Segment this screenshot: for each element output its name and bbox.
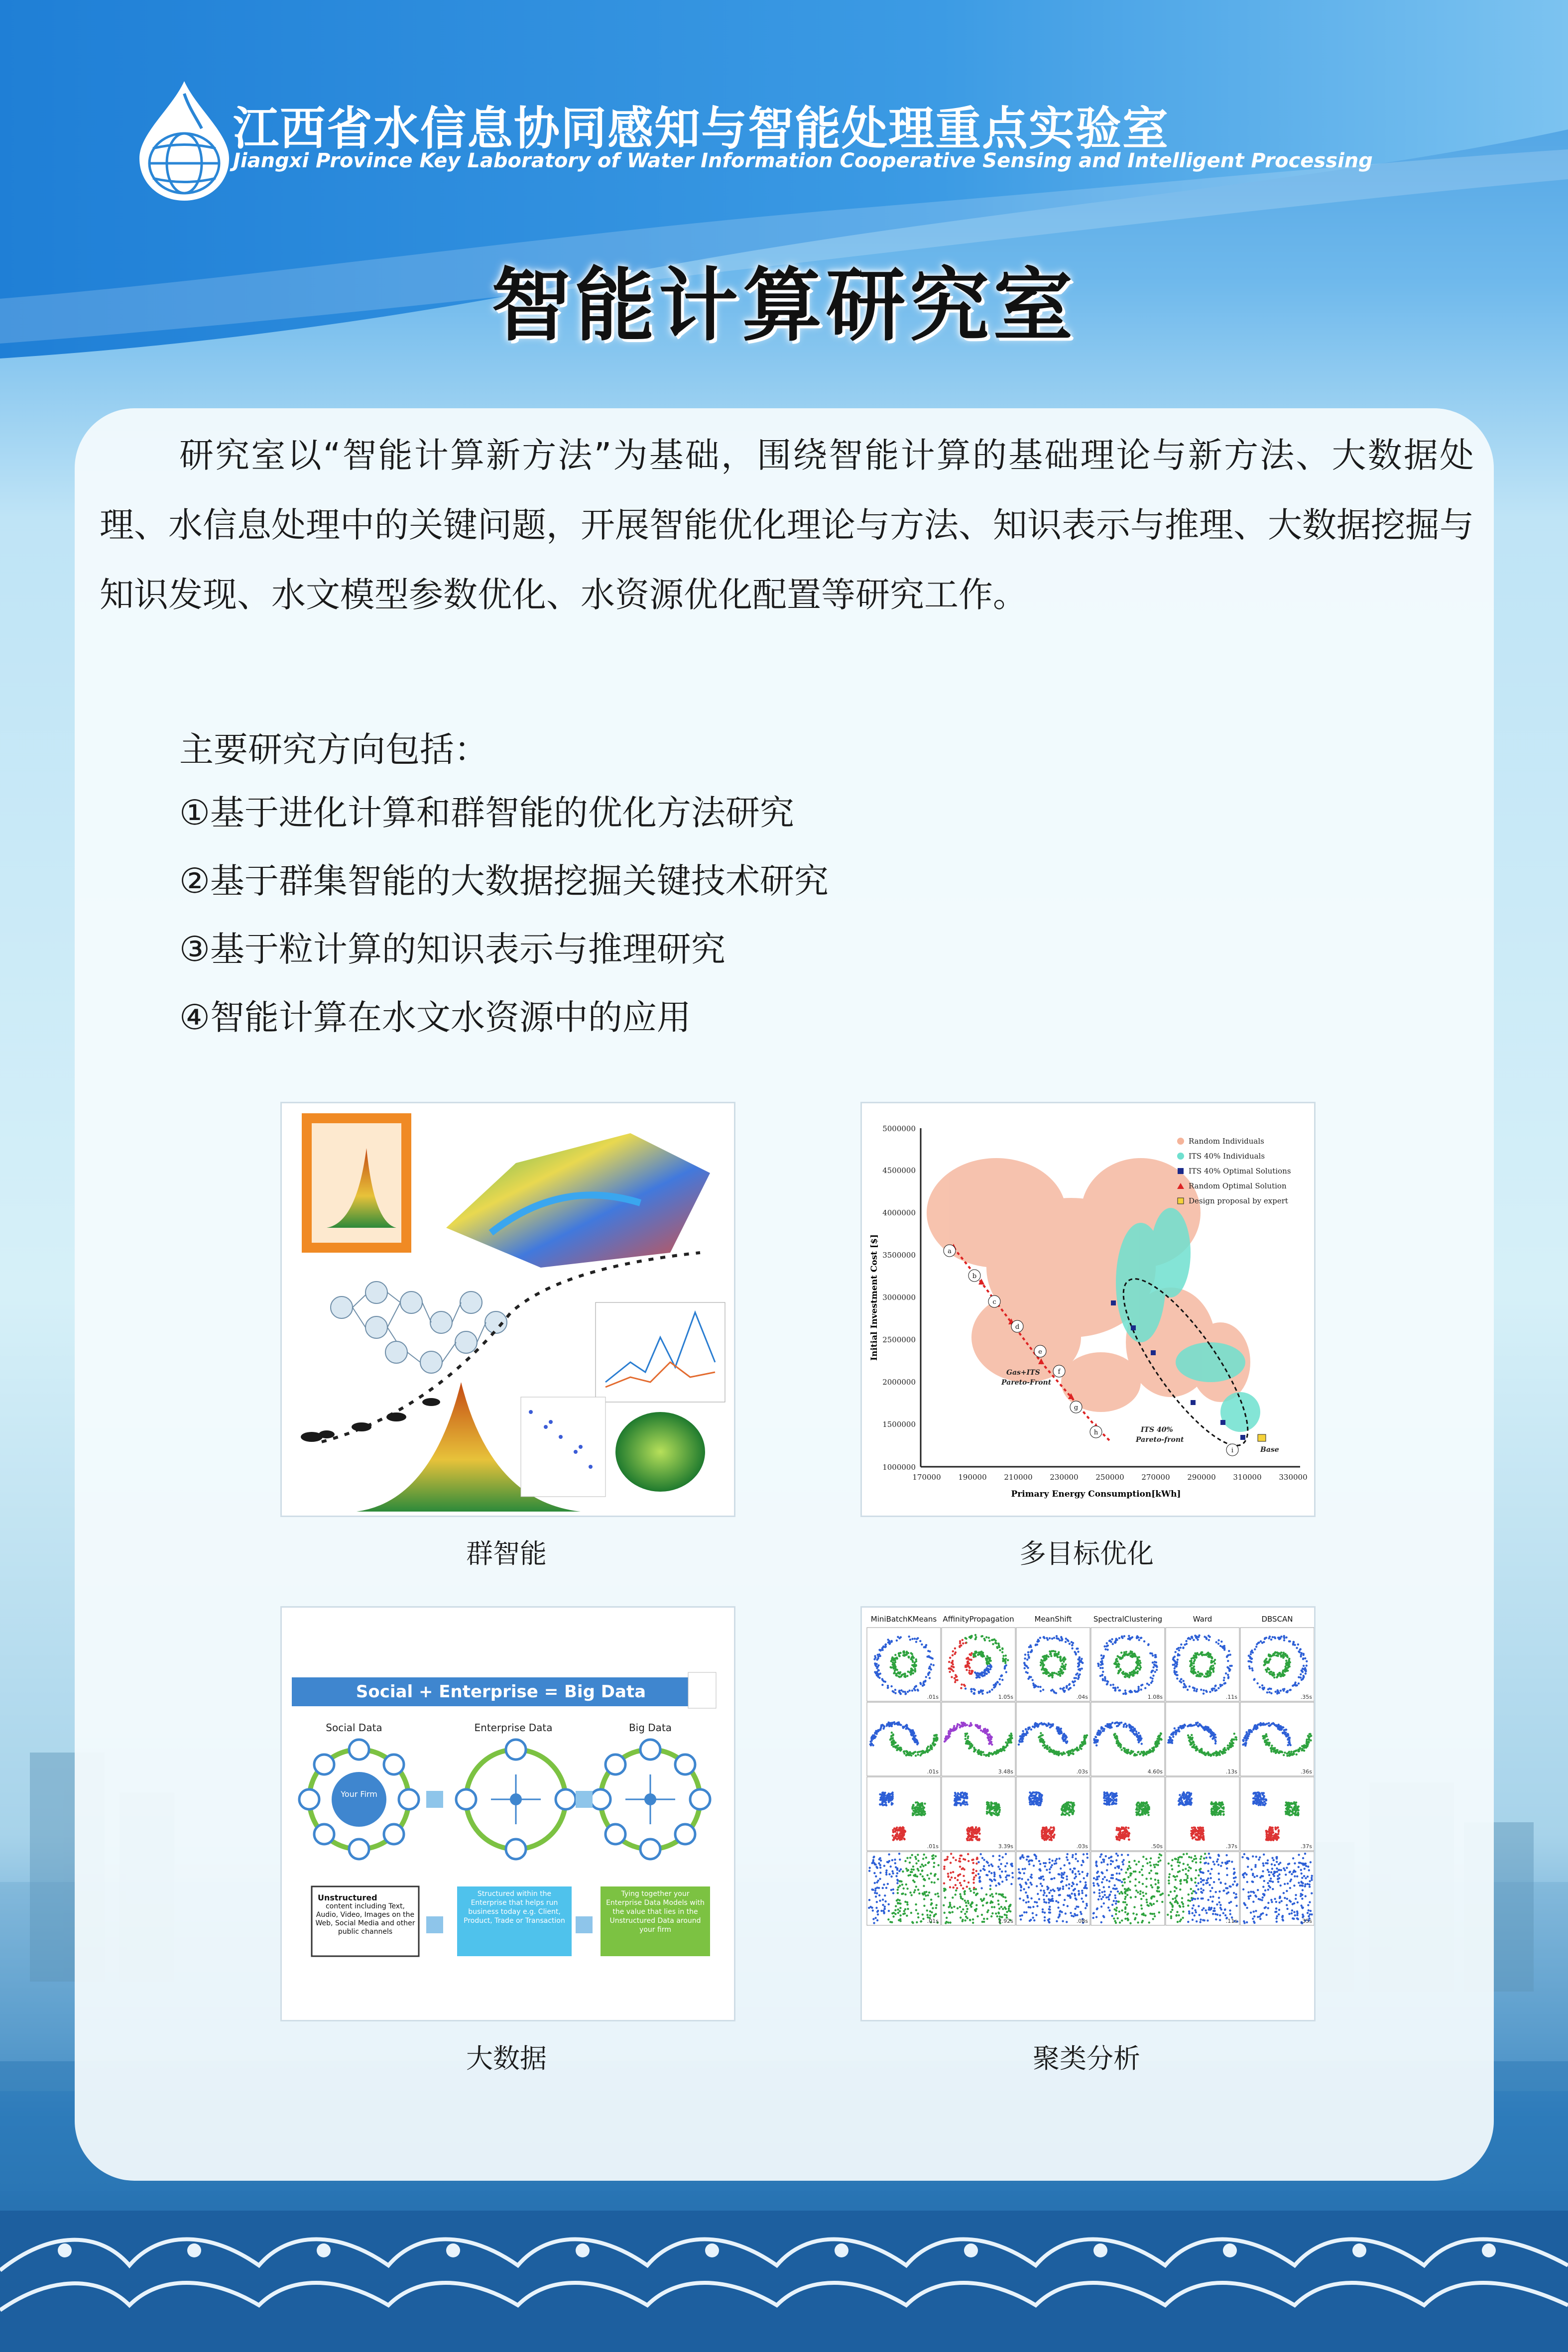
point-label: g: [1074, 1404, 1079, 1411]
point-label: e: [1038, 1348, 1042, 1356]
x-axis-label: Primary Energy Consumption[kWh]: [1011, 1489, 1181, 1499]
timing-label: 3.48s: [998, 1768, 1013, 1775]
y-tick: 3500000: [882, 1251, 916, 1260]
big-data-diagram: [282, 1608, 734, 2020]
cluster-panel: [1016, 1702, 1090, 1776]
legend-entry: Random Optimal Solution: [1189, 1181, 1287, 1190]
cluster-panel: [1240, 1702, 1314, 1776]
col-title-social: Social Data: [326, 1722, 382, 1734]
moo-scatter-chart: [862, 1103, 1314, 1516]
annotation: Base: [1260, 1446, 1279, 1454]
timing-label: .03s: [1076, 1768, 1088, 1775]
directions-heading: 主要研究方向包括：: [179, 730, 488, 770]
direction-item: ④智能计算在水文水资源中的应用: [179, 998, 691, 1038]
col-title-bigdata: Big Data: [628, 1722, 672, 1734]
timing-label: .37s: [1300, 1843, 1312, 1850]
timing-label: .11s: [1225, 1918, 1237, 1924]
timing-label: .35s: [1300, 1694, 1312, 1700]
col-title-enterprise: Enterprise Data: [474, 1722, 553, 1734]
x-tick: 250000: [1095, 1473, 1124, 1482]
x-tick: 270000: [1141, 1473, 1170, 1482]
algorithm-label: MeanShift: [1034, 1615, 1072, 1624]
box2-text: Structured within the Enterprise that helps run business today e.g. Client, Product, Trade or Transaction: [464, 1890, 565, 1925]
timing-label: .13s: [1225, 1768, 1237, 1775]
y-tick: 4000000: [882, 1208, 916, 1217]
clustering-comparison-grid: [862, 1608, 1314, 2020]
timing-label: .01s: [927, 1694, 939, 1700]
swarm-intelligence-figure: [280, 1102, 735, 1517]
point-label: f: [1058, 1368, 1061, 1376]
timing-label: 3.39s: [998, 1843, 1013, 1850]
caption-bigdata: 大数据: [466, 2043, 547, 2074]
x-tick: 230000: [1050, 1473, 1079, 1482]
y-tick: 2000000: [882, 1378, 916, 1387]
x-tick: 170000: [912, 1473, 941, 1482]
timing-label: .36s: [1300, 1768, 1312, 1775]
timing-label: 4.60s: [1147, 1768, 1163, 1775]
org-name-english: Jiangxi Province Key Laboratory of Water Information Cooperative Sensing and Intelligent Processing: [233, 149, 1373, 172]
point-label: d: [1015, 1323, 1020, 1331]
cluster-panel: [1166, 1702, 1239, 1776]
box1-text: content including Text, Audio, Video, Images on the Web, Social Media and other public channels: [315, 1902, 415, 1936]
timing-label: .01s: [927, 1918, 939, 1924]
direction-item: ③基于粒计算的知识表示与推理研究: [179, 930, 725, 969]
point-label: i: [1231, 1447, 1234, 1454]
cluster-panel: [867, 1628, 941, 1701]
cluster-panel: [942, 1702, 1015, 1776]
legend-entry: ITS 40% Optimal Solutions: [1189, 1167, 1291, 1176]
research-directions-list: [179, 779, 829, 1052]
legend-entry: ITS 40% Individuals: [1189, 1152, 1265, 1161]
point-label: a: [948, 1248, 952, 1255]
y-tick: 5000000: [882, 1124, 916, 1133]
timing-label: .04s: [1076, 1694, 1088, 1700]
cluster-panel: [1091, 1702, 1165, 1776]
legend-entry: Design proposal by expert: [1189, 1196, 1288, 1205]
box3-text: Tying together your Enterprise Data Models with the value that lies in the Unstructured Data around your firm: [606, 1890, 705, 1934]
caption-cluster: 聚类分析: [1033, 2043, 1140, 2074]
algorithm-label: DBSCAN: [1261, 1615, 1293, 1624]
intro-paragraph: 研究室以“智能计算新方法”为基础，围绕智能计算的基础理论与新方法、大数据处理、水信息处理中的关键问题，开展智能优化理论与方法、知识表示与推理、大数据挖掘与知识发现、水文模型参数优化、水资源优化配置等研究工作。: [100, 436, 1474, 615]
big-data-banner: Social + Enterprise = Big Data: [356, 1682, 646, 1702]
cluster-panel: [1016, 1852, 1090, 1925]
timing-label: 1.05s: [998, 1694, 1013, 1700]
timing-label: .35s: [1300, 1918, 1312, 1924]
algorithm-label: AffinityPropagation: [943, 1615, 1014, 1624]
timing-label: .37s: [1225, 1843, 1237, 1850]
annotation: Pareto-front: [1136, 1436, 1184, 1444]
annotation: Pareto-Front: [1001, 1379, 1052, 1387]
timing-label: 2.92s: [998, 1918, 1013, 1924]
timing-label: .11s: [1225, 1694, 1237, 1700]
x-tick: 310000: [1233, 1473, 1262, 1482]
y-tick: 1500000: [882, 1420, 916, 1429]
big-data-figure: [280, 1606, 735, 2021]
timing-label: .03s: [1076, 1843, 1088, 1850]
direction-item: ②基于群集智能的大数据挖掘关键技术研究: [179, 861, 829, 901]
annotation: Gas+ITS: [1006, 1369, 1040, 1377]
x-tick: 210000: [1004, 1473, 1033, 1482]
algorithm-label: MiniBatchKMeans: [870, 1615, 937, 1624]
page-title: 智能计算研究室: [491, 259, 1077, 352]
org-name-chinese: 江西省水信息协同感知与智能处理重点实验室: [233, 102, 1170, 155]
timing-label: .50s: [1151, 1843, 1163, 1850]
box1-bold: Unstructured: [318, 1893, 377, 1902]
algorithm-label: Ward: [1193, 1615, 1212, 1624]
cluster-panel: [1016, 1777, 1090, 1851]
multi-objective-figure: [860, 1102, 1316, 1517]
decorative-waves-footer: [0, 2211, 1568, 2352]
clustering-figure: [860, 1606, 1316, 2021]
timing-label: .01s: [927, 1843, 939, 1850]
direction-item: ①基于进化计算和群智能的优化方法研究: [179, 793, 794, 833]
swarm-collage-graphic: [282, 1103, 734, 1516]
your-firm-label: Your Firm: [341, 1789, 377, 1799]
point-label: b: [972, 1273, 977, 1280]
y-tick: 3000000: [882, 1293, 916, 1302]
point-label: h: [1093, 1429, 1098, 1436]
x-tick: 290000: [1187, 1473, 1216, 1482]
caption-swarm: 群智能: [466, 1538, 547, 1569]
cluster-panel: [867, 1702, 941, 1776]
annotation: ITS 40%: [1141, 1426, 1173, 1434]
y-axis-label: Initial Investment Cost [$]: [869, 1234, 879, 1361]
x-tick: 190000: [958, 1473, 987, 1482]
timing-label: .08s: [1076, 1918, 1088, 1924]
caption-moo: 多目标优化: [1019, 1538, 1154, 1569]
algorithm-label: SpectralClustering: [1093, 1615, 1163, 1624]
y-tick: 1000000: [882, 1463, 916, 1472]
y-tick: 2500000: [882, 1335, 916, 1344]
y-tick: 4500000: [882, 1166, 916, 1175]
timing-label: .01s: [927, 1768, 939, 1775]
point-label: c: [992, 1298, 996, 1306]
x-tick: 330000: [1279, 1473, 1308, 1482]
legend-entry: Random Individuals: [1189, 1137, 1264, 1146]
timing-label: 1.08s: [1147, 1694, 1163, 1700]
lab-logo-icon: [127, 79, 241, 203]
